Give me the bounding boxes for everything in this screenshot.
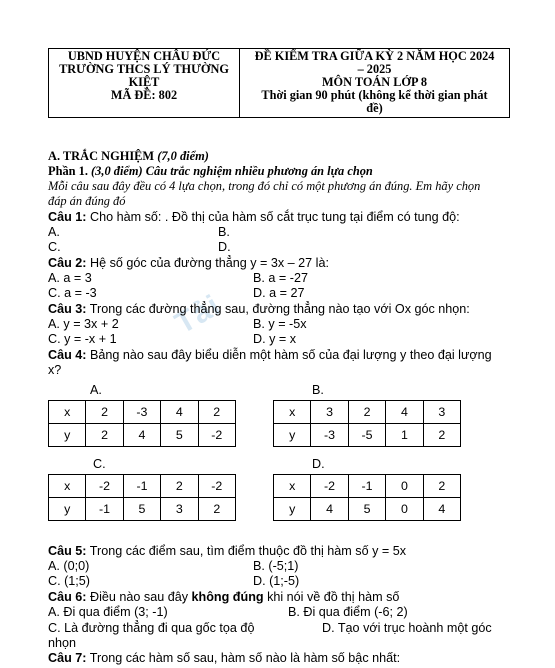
q6-text-end: khi nói về đồ thị hàm số	[263, 590, 400, 604]
table-c	[48, 474, 236, 521]
question-7	[48, 651, 400, 666]
table-cell: 4	[386, 401, 423, 424]
table-cell: -1	[348, 475, 385, 498]
question-2	[48, 256, 329, 271]
part-title	[48, 164, 373, 179]
q5-text: Trong các điểm sau, tìm điểm thuộc đồ thị hàm số y = 5x	[86, 544, 407, 558]
part-label: Phần 1.	[48, 164, 92, 178]
q2-text: Hệ số góc của đường thẳng y = 3x – 27 là:	[86, 256, 329, 270]
q2-option-d: D. a = 27	[253, 286, 305, 300]
table-cell: -3	[123, 401, 160, 424]
q3-option-a: A. y = 3x + 2	[48, 317, 119, 331]
table-row	[274, 401, 461, 424]
table-cell: 5	[348, 498, 385, 521]
part-score: (3,0 điểm)	[91, 164, 146, 178]
header-left	[49, 49, 240, 118]
table-cell: y	[274, 424, 311, 447]
table-cell: 4	[423, 498, 460, 521]
header-school: TRƯỜNG THCS LÝ THƯỜNG	[59, 62, 229, 76]
table-cell: -3	[311, 424, 348, 447]
table-cell: 3	[423, 401, 460, 424]
q3-option-b: B. y = -5x	[253, 317, 307, 331]
table-a-label: A.	[90, 383, 102, 397]
q2-option-c: C. a = -3	[48, 286, 97, 300]
table-cell: -2	[86, 475, 123, 498]
q7-text: Trong các hàm số sau, hàm số nào là hàm số bậc nhất:	[86, 651, 401, 665]
table-b	[273, 400, 461, 447]
table-cell: 3	[311, 401, 348, 424]
exam-year: – 2025	[357, 62, 392, 76]
q5-option-c: C. (1;5)	[48, 574, 90, 588]
table-row	[274, 424, 461, 447]
table-cell: x	[274, 401, 311, 424]
question-4	[48, 348, 492, 363]
q1-option-b: B.	[218, 225, 230, 239]
q5-option-a: A. (0;0)	[48, 559, 90, 573]
table-cell: 2	[423, 424, 460, 447]
section-title-main: A. TRẮC NGHIỆM	[48, 149, 158, 163]
q1-label: Câu 1:	[48, 210, 87, 224]
q6-option-c: C. Là đường thẳng đi qua gốc tọa độ	[48, 621, 255, 635]
table-cell: y	[49, 424, 86, 447]
header-right	[240, 49, 510, 118]
section-score: (7,0 điểm)	[157, 149, 209, 163]
table-cell: 0	[386, 475, 423, 498]
table-cell: 4	[161, 401, 198, 424]
exam-time-2: đề)	[366, 101, 383, 115]
table-b-label: B.	[312, 383, 324, 397]
q1-option-c: C.	[48, 240, 61, 254]
header-table	[48, 48, 510, 118]
q6-option-b: B. Đi qua điểm (-6; 2)	[288, 605, 408, 619]
table-cell: 5	[123, 498, 160, 521]
q3-option-d: D. y = x	[253, 332, 297, 346]
instructions-line-1: Mỗi câu sau đây đều có 4 lựa chọn, trong đó chỉ có một phương án đúng. Em hãy chọn	[48, 179, 481, 193]
table-cell: 4	[123, 424, 160, 447]
q2-option-a: A. a = 3	[48, 271, 92, 285]
q5-option-b: B. (-5;1)	[253, 559, 299, 573]
table-cell: 2	[423, 475, 460, 498]
table-cell: -2	[198, 424, 235, 447]
table-cell: 1	[386, 424, 423, 447]
table-cell: x	[274, 475, 311, 498]
question-1	[48, 210, 460, 225]
table-row	[49, 498, 236, 521]
section-title	[48, 149, 209, 164]
table-cell: -5	[348, 424, 385, 447]
question-6	[48, 590, 399, 605]
q6-option-d-cont: nhọn	[48, 636, 77, 650]
q3-text: Trong các đường thẳng sau, đường thẳng nào tạo với Ox góc nhọn:	[86, 302, 470, 316]
q6-option-a: A. Đi qua điểm (3; -1)	[48, 605, 168, 619]
q3-label: Câu 3:	[48, 302, 87, 316]
table-cell: 2	[348, 401, 385, 424]
question-5	[48, 544, 406, 559]
table-a	[48, 400, 236, 447]
q2-label: Câu 2:	[48, 256, 87, 270]
table-cell: y	[274, 498, 311, 521]
table-cell: x	[49, 401, 86, 424]
table-cell: 2	[86, 401, 123, 424]
table-row	[49, 401, 236, 424]
q4-text-2: x?	[48, 363, 62, 377]
table-row	[274, 498, 461, 521]
table-cell: -2	[311, 475, 348, 498]
header-district: UBND HUYỆN CHÂU ĐỨC	[67, 49, 221, 63]
table-cell: 5	[161, 424, 198, 447]
table-cell: 4	[311, 498, 348, 521]
table-cell: 2	[198, 401, 235, 424]
q5-label: Câu 5:	[48, 544, 87, 558]
q5-option-d: D. (1;-5)	[253, 574, 300, 588]
instructions-line-2: đáp án đúng đó	[48, 194, 126, 208]
table-cell: 2	[161, 475, 198, 498]
table-row	[274, 475, 461, 498]
header-school-2: KIỆT	[128, 75, 160, 89]
exam-subject: MÔN TOÁN LỚP 8	[321, 75, 428, 89]
q7-label: Câu 7:	[48, 651, 87, 665]
q6-label: Câu 6:	[48, 590, 87, 604]
table-cell: 0	[386, 498, 423, 521]
q3-option-c: C. y = -x + 1	[48, 332, 117, 346]
table-cell: x	[49, 475, 86, 498]
table-cell: 2	[86, 424, 123, 447]
q1-option-d: D.	[218, 240, 231, 254]
part-text: Câu trắc nghiệm nhiều phương án lựa chọn	[145, 164, 373, 178]
table-d-label: D.	[312, 457, 325, 471]
watermark: Tải	[169, 288, 227, 341]
question-3	[48, 302, 470, 317]
table-cell: 2	[198, 498, 235, 521]
q4-label: Câu 4:	[48, 348, 87, 362]
table-cell: -1	[86, 498, 123, 521]
exam-title: ĐỀ KIỂM TRA GIỮA KỲ 2 NĂM HỌC 2024	[254, 49, 495, 63]
table-cell: 3	[161, 498, 198, 521]
table-cell: -1	[123, 475, 160, 498]
exam-code: MÃ ĐỀ: 802	[110, 88, 178, 102]
table-row	[49, 424, 236, 447]
q1-option-a: A.	[48, 225, 60, 239]
table-d	[273, 474, 461, 521]
q6-emphasis: không đúng	[191, 590, 264, 604]
q4-text: Bảng nào sau đây biểu diễn một hàm số của đại lượng y theo đại lượng	[86, 348, 492, 362]
table-cell: y	[49, 498, 86, 521]
exam-time: Thời gian 90 phút (không kể thời gian phát	[261, 88, 488, 102]
table-row	[49, 475, 236, 498]
table-c-label: C.	[93, 457, 106, 471]
q6-option-d: D. Tạo với trục hoành một góc	[322, 621, 492, 635]
q6-text: Điều nào sau đây	[86, 590, 192, 604]
table-cell: -2	[198, 475, 235, 498]
q1-text: Cho hàm số: . Đồ thị của hàm số cắt trục tung tại điểm có tung độ:	[86, 210, 460, 224]
q2-option-b: B. a = -27	[253, 271, 308, 285]
